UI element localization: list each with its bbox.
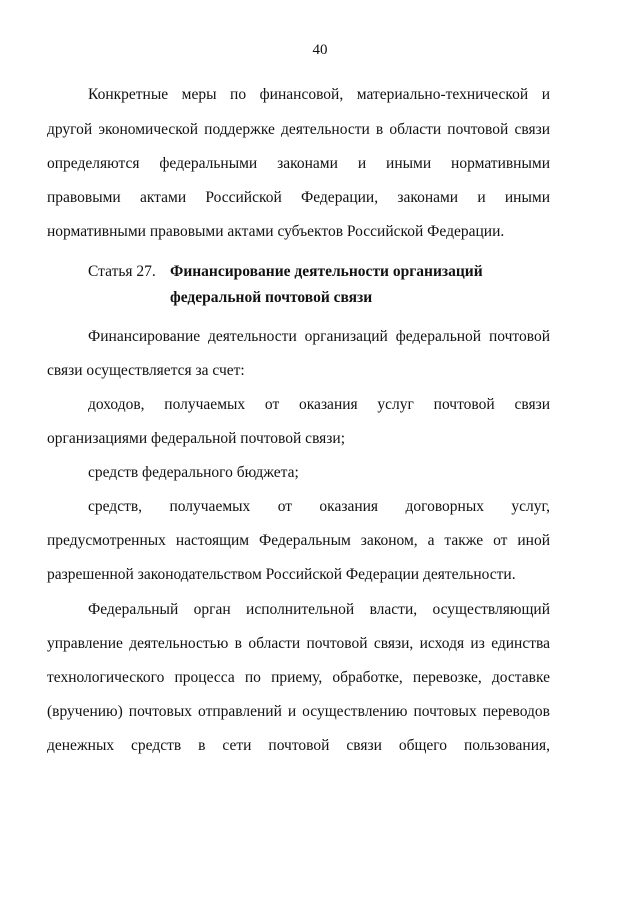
article-title-line1: Финансирование деятельности организаций bbox=[170, 263, 483, 280]
text-line: доходов, получаемых от оказания услуг почтовой связи bbox=[88, 396, 550, 413]
text-line: (вручению) почтовых отправлений и осуществлению почтовых переводов bbox=[47, 703, 550, 720]
text-line: денежных средств в сети почтовой связи общего пользования, bbox=[47, 737, 550, 754]
article-title-line2: федеральной почтовой связи bbox=[170, 289, 373, 306]
text-line: связи осуществляется за счет: bbox=[47, 362, 245, 379]
text-line: нормативными правовыми актами субъектов Российской Федерации. bbox=[47, 223, 505, 240]
text-line: Федеральный орган исполнительной власти, осуществляющий bbox=[88, 601, 550, 618]
text-line: управление деятельностью в области почтовой связи, исходя из единства bbox=[47, 635, 550, 652]
text-line: Финансирование деятельности организаций федеральной почтовой bbox=[88, 328, 550, 345]
text-line: организациями федеральной почтовой связи; bbox=[47, 430, 346, 447]
text-line: средств, получаемых от оказания договорных услуг, bbox=[88, 498, 550, 515]
text-line: определяются федеральными законами и иными нормативными bbox=[47, 155, 550, 172]
text-line: разрешенной законодательством Российской Федерации деятельности. bbox=[47, 566, 516, 583]
text-line: средств федерального бюджета; bbox=[88, 464, 299, 481]
text-line: другой экономической поддержке деятельности в области почтовой связи bbox=[47, 121, 550, 138]
article-label: Статья 27. bbox=[88, 263, 156, 280]
text-line: технологического процесса по приему, обработке, перевозке, доставке bbox=[47, 669, 550, 686]
text-line: Конкретные меры по финансовой, материально-технической и bbox=[88, 86, 550, 103]
text-line: предусмотренных настоящим Федеральным законом, а также от иной bbox=[47, 532, 550, 549]
text-line: правовыми актами Российской Федерации, законами и иными bbox=[47, 189, 550, 206]
page-number: 40 bbox=[312, 42, 328, 58]
